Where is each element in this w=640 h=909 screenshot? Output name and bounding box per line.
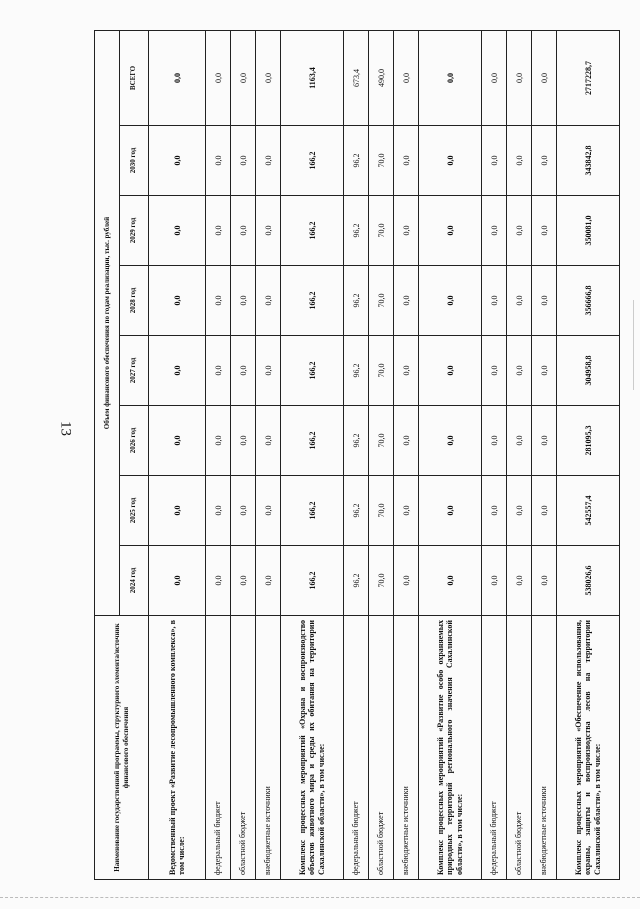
table-row: [482, 31, 507, 880]
row-value-cell: 0,0: [482, 546, 507, 616]
row-value-cell: 350081,0: [557, 196, 620, 266]
row-value-cell: 166,2: [281, 336, 344, 406]
header-year-2026: 2026 год: [120, 406, 149, 476]
row-value-cell: 0,0: [419, 196, 482, 266]
row-value-cell: 96,2: [344, 546, 369, 616]
row-value-cell: 0,0: [507, 196, 532, 266]
row-total-cell: 0,0: [149, 31, 206, 126]
row-value-cell: 0,0: [507, 126, 532, 196]
table-row: [532, 31, 557, 880]
row-value-cell: 0,0: [419, 126, 482, 196]
row-total-cell: 2717228,7: [557, 31, 620, 126]
row-value-cell: 0,0: [256, 266, 281, 336]
row-value-cell: 70,0: [369, 406, 394, 476]
row-name-cell: внебюджетные источники: [532, 616, 557, 880]
row-value-cell: 0,0: [149, 336, 206, 406]
row-name-cell: областной бюджет: [369, 616, 394, 880]
row-value-cell: 0,0: [482, 336, 507, 406]
page-number: 13: [57, 421, 74, 436]
row-value-cell: 0,0: [419, 476, 482, 546]
row-value-cell: 70,0: [369, 476, 394, 546]
table-body: [149, 31, 620, 880]
header-year-2027: 2027 год: [120, 336, 149, 406]
header-year-2028: 2028 год: [120, 266, 149, 336]
row-name-cell: Ведомственный проект «Развитие лесопромышленного комплекса», в том числе:: [149, 616, 206, 880]
row-value-cell: 0,0: [482, 476, 507, 546]
row-value-cell: 0,0: [532, 196, 557, 266]
row-value-cell: 0,0: [256, 196, 281, 266]
row-value-cell: 0,0: [231, 336, 256, 406]
header-volume-title: Объем финансового обеспечения по годам реализации, тыс. рублей: [95, 31, 120, 616]
row-value-cell: 542557,4: [557, 476, 620, 546]
row-value-cell: 70,0: [369, 266, 394, 336]
row-name-cell: Комплекс процессных мероприятий «Обеспечение использования, охраны, защиты и воспроизводства лесов на территории Сахалинской области», в том числе:: [557, 616, 620, 880]
header-year-2025: 2025 год: [120, 476, 149, 546]
scan-edge: [0, 897, 640, 899]
table-row-section: [557, 31, 620, 880]
row-value-cell: 356666,8: [557, 266, 620, 336]
row-value-cell: 0,0: [149, 196, 206, 266]
row-value-cell: 0,0: [149, 476, 206, 546]
row-value-cell: 0,0: [532, 336, 557, 406]
row-value-cell: 0,0: [482, 126, 507, 196]
row-value-cell: 0,0: [206, 406, 231, 476]
row-value-cell: 70,0: [369, 126, 394, 196]
table-row-section: [149, 31, 206, 880]
row-value-cell: 0,0: [394, 266, 419, 336]
row-value-cell: 0,0: [206, 196, 231, 266]
row-value-cell: 0,0: [206, 546, 231, 616]
row-value-cell: 0,0: [532, 476, 557, 546]
row-value-cell: 166,2: [281, 406, 344, 476]
row-value-cell: 0,0: [482, 266, 507, 336]
row-value-cell: 0,0: [256, 546, 281, 616]
row-value-cell: 0,0: [231, 476, 256, 546]
row-total-cell: 0,0: [256, 31, 281, 126]
table-row: [369, 31, 394, 880]
row-total-cell: 0,0: [394, 31, 419, 126]
table-row-section: [419, 31, 482, 880]
table-row: [394, 31, 419, 880]
row-value-cell: 166,2: [281, 196, 344, 266]
row-total-cell: 0,0: [507, 31, 532, 126]
header-year-2029: 2029 год: [120, 196, 149, 266]
header-name-column: Наименование государственной программы, структурного элемента/источник финансового обеспечения: [95, 616, 149, 880]
row-value-cell: 281095,3: [557, 406, 620, 476]
row-value-cell: 0,0: [507, 336, 532, 406]
row-value-cell: 0,0: [231, 126, 256, 196]
row-value-cell: 0,0: [419, 266, 482, 336]
row-value-cell: 0,0: [256, 336, 281, 406]
row-value-cell: 166,2: [281, 126, 344, 196]
header-year-2024: 2024 год: [120, 546, 149, 616]
row-value-cell: 0,0: [394, 546, 419, 616]
row-value-cell: 0,0: [256, 126, 281, 196]
row-value-cell: 0,0: [149, 266, 206, 336]
row-value-cell: 0,0: [482, 196, 507, 266]
row-value-cell: 343842,8: [557, 126, 620, 196]
row-value-cell: 0,0: [419, 336, 482, 406]
row-value-cell: 96,2: [344, 476, 369, 546]
row-value-cell: 0,0: [482, 406, 507, 476]
row-total-cell: 0,0: [482, 31, 507, 126]
row-value-cell: 0,0: [532, 406, 557, 476]
row-value-cell: 0,0: [206, 336, 231, 406]
row-value-cell: 0,0: [394, 126, 419, 196]
row-value-cell: 0,0: [394, 476, 419, 546]
row-value-cell: 0,0: [149, 406, 206, 476]
row-value-cell: 0,0: [419, 546, 482, 616]
row-total-cell: 0,0: [206, 31, 231, 126]
row-name-cell: федеральный бюджет: [206, 616, 231, 880]
row-name-cell: областной бюджет: [507, 616, 532, 880]
row-value-cell: 304958,8: [557, 336, 620, 406]
row-value-cell: 0,0: [231, 406, 256, 476]
row-value-cell: 0,0: [256, 476, 281, 546]
row-value-cell: 70,0: [369, 336, 394, 406]
row-value-cell: 70,0: [369, 196, 394, 266]
row-total-cell: 0,0: [231, 31, 256, 126]
row-name-cell: Комплекс процессных мероприятий «Охрана и воспроизводство объектов животного мира и среды их обитания на территории Сахалинской области», в том числе:: [281, 616, 344, 880]
table-row: [344, 31, 369, 880]
row-total-cell: 0,0: [419, 31, 482, 126]
row-value-cell: 0,0: [419, 406, 482, 476]
row-name-cell: Комплекс процессных мероприятий «Развитие особо охраняемых природных территорий регионального значения Сахалинской области», в том числе:: [419, 616, 482, 880]
table-row: [231, 31, 256, 880]
row-value-cell: 96,2: [344, 196, 369, 266]
row-value-cell: 0,0: [507, 476, 532, 546]
row-value-cell: 96,2: [344, 266, 369, 336]
row-name-cell: областной бюджет: [231, 616, 256, 880]
row-name-cell: федеральный бюджет: [482, 616, 507, 880]
table-row-section: [281, 31, 344, 880]
row-total-cell: 490,0: [369, 31, 394, 126]
row-value-cell: 0,0: [231, 546, 256, 616]
row-total-cell: 0,0: [532, 31, 557, 126]
row-value-cell: 0,0: [231, 266, 256, 336]
row-value-cell: 70,0: [369, 546, 394, 616]
row-value-cell: 0,0: [206, 126, 231, 196]
row-value-cell: 0,0: [149, 546, 206, 616]
row-value-cell: 0,0: [394, 406, 419, 476]
row-value-cell: 0,0: [532, 546, 557, 616]
row-value-cell: 166,2: [281, 546, 344, 616]
scan-mark: [633, 300, 634, 390]
row-name-cell: федеральный бюджет: [344, 616, 369, 880]
header-year-2030: 2030 год: [120, 126, 149, 196]
row-total-cell: 1163,4: [281, 31, 344, 126]
row-value-cell: 0,0: [394, 336, 419, 406]
row-value-cell: 96,2: [344, 406, 369, 476]
row-value-cell: 0,0: [231, 196, 256, 266]
row-value-cell: 0,0: [394, 196, 419, 266]
row-value-cell: 0,0: [507, 406, 532, 476]
row-value-cell: 96,2: [344, 336, 369, 406]
table-row: [206, 31, 231, 880]
table-row: [507, 31, 532, 880]
financing-table: [94, 30, 620, 880]
table-row: [256, 31, 281, 880]
row-value-cell: 0,0: [507, 266, 532, 336]
row-total-cell: 673,4: [344, 31, 369, 126]
row-value-cell: 0,0: [206, 476, 231, 546]
row-value-cell: 0,0: [149, 126, 206, 196]
row-name-cell: внебюджетные источники: [256, 616, 281, 880]
row-value-cell: 0,0: [507, 546, 532, 616]
row-value-cell: 166,2: [281, 476, 344, 546]
row-value-cell: 0,0: [532, 126, 557, 196]
header-total: ВСЕГО: [120, 31, 149, 126]
rotated-table-container: [94, 31, 606, 880]
row-value-cell: 0,0: [256, 406, 281, 476]
row-value-cell: 0,0: [206, 266, 231, 336]
row-value-cell: 166,2: [281, 266, 344, 336]
row-value-cell: 0,0: [532, 266, 557, 336]
row-value-cell: 96,2: [344, 126, 369, 196]
row-value-cell: 538026,6: [557, 546, 620, 616]
row-name-cell: внебюджетные источники: [394, 616, 419, 880]
